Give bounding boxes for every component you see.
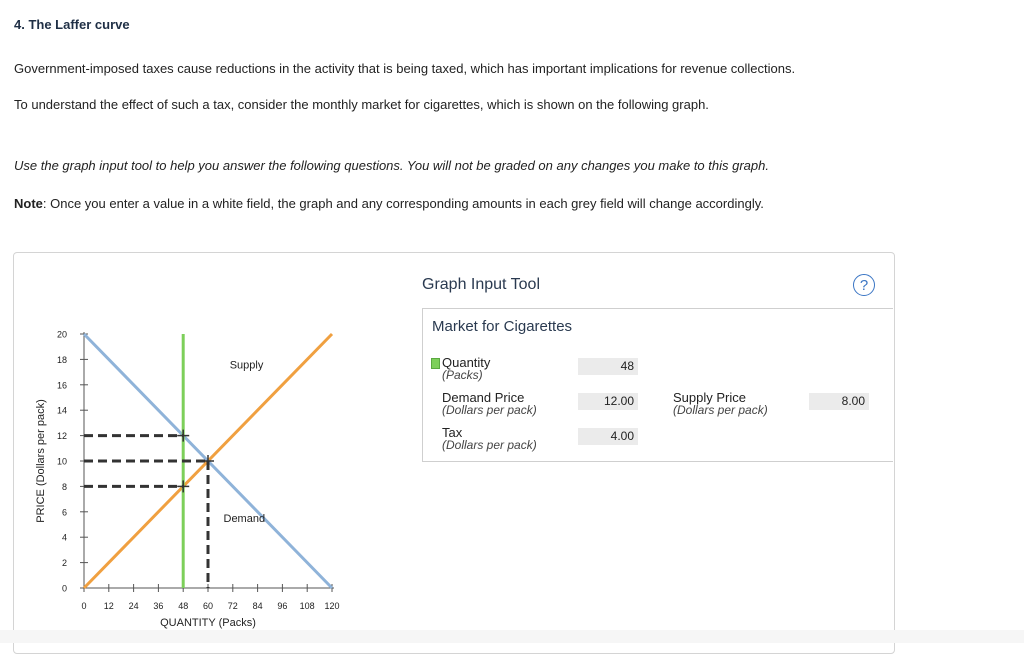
help-icon[interactable]: ? [853,274,875,296]
supply-price-unit: (Dollars per pack) [673,403,768,417]
x-tick-label: 12 [103,601,114,611]
question-title: 4. The Laffer curve [14,17,130,32]
instruction-paragraph: Use the graph input tool to help you answer the following questions. You will not be graded on any changes you make to this graph. [14,158,769,173]
demand-label: Demand [223,512,266,525]
x-axis-title: QUANTITY (Packs) [160,617,256,629]
x-tick-label: 108 [299,601,315,611]
y-tick-label: 4 [61,532,67,543]
y-tick-label: 6 [61,507,67,518]
quantity-field[interactable]: 48 [578,358,638,375]
x-tick-label: 24 [128,601,139,611]
quantity-label: Quantity [442,355,491,370]
x-tick-label: 48 [178,601,189,611]
quantity-swatch [431,358,440,369]
y-tick-label: 0 [61,583,67,594]
demand-price-unit: (Dollars per pack) [442,403,537,417]
tax-label: Tax [442,425,463,440]
tax-field[interactable]: 4.00 [578,428,638,445]
note-text: : Once you enter a value in a white field, the graph and any corresponding amounts in each grey field will change accordingly. [42,196,764,211]
x-tick-label: 0 [81,601,87,611]
x-tick-label: 72 [227,601,238,611]
x-tick-label: 60 [202,601,214,611]
demand-price-label: Demand Price [442,390,525,405]
x-tick-label: 120 [324,601,340,611]
intro-paragraph: Government-imposed taxes cause reductions in the activity that is being taxed, which has important implications for revenue collections. [14,61,796,76]
market-title: Market for Cigarettes [432,318,573,335]
y-tick-label: 10 [56,456,67,467]
y-tick-label: 20 [56,329,67,340]
y-tick-label: 2 [61,558,67,569]
supply-price-field: 8.00 [809,393,869,410]
y-tick-label: 16 [56,380,67,391]
y-tick-label: 18 [56,354,67,365]
note-label: Note [14,196,43,211]
supply-price-label: Supply Price [673,390,746,405]
y-tick-label: 8 [61,481,67,492]
bottom-bar [0,630,1024,643]
tool-title: Graph Input Tool [422,276,541,293]
y-tick-label: 14 [56,405,67,416]
x-tick-label: 84 [252,601,263,611]
x-tick-label: 96 [277,601,288,611]
demand-price-field: 12.00 [578,393,638,410]
y-axis-title: PRICE (Dollars per pack) [35,399,47,523]
supply-label: Supply [229,359,264,372]
quantity-unit: (Packs) [442,368,483,382]
tax-unit: (Dollars per pack) [442,438,537,452]
y-tick-label: 12 [56,431,67,442]
context-paragraph: To understand the effect of such a tax, consider the monthly market for cigarettes, which is shown on the following graph. [14,97,709,112]
x-tick-label: 36 [153,601,164,611]
